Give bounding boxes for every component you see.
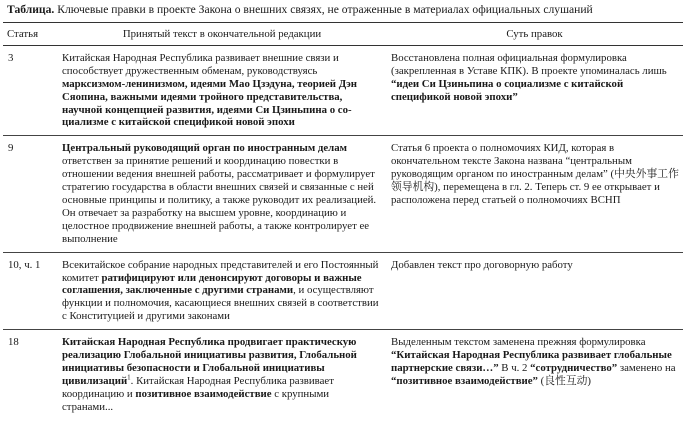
- cell-adopted-text: [58, 45, 386, 135]
- caption-label: Таблица.: [7, 3, 55, 16]
- table-row: [3, 252, 683, 330]
- bold-text-run: “Китайская Народная Республика развивает глобальные партнерские связи…”: [391, 349, 672, 374]
- bold-text-run: марксизмом-ленинизмом, идеями Мао Цзэдуна, теорией Дэн Сяопина, важными идеями тройного представительства, научной концепцией развития, идеями Си Цзиньпина о социализме с китайской спецификой новой эпохи: [62, 77, 358, 129]
- table-body: [3, 45, 683, 419]
- bold-text-run: “идеи Си Цзиньпина о социализме с китайской спецификой новой эпохи”: [391, 77, 624, 103]
- text-run: Выделенным текстом заменена прежняя формулировка: [391, 336, 646, 349]
- bold-text-run: “позитивное взаимодействие”: [391, 374, 538, 387]
- text-run: Всекитайское собрание народных представителей и его Постоянный комитет: [62, 258, 379, 284]
- text-run: ответствен за принятие решений и координацию повестки в отношении ведения внешней работы, рассматривает и формулирует стратегию государства в области внешних связей и связанные с ней основные принципы и политику, а также руководит их реализацией. Он отвечает за разработку на высшем уровне, координацию и целостное продвижение внешней работы, а также контролирует ее выполнение: [62, 155, 377, 245]
- bold-text-run: Центральный руководящий орган по иностранным делам: [62, 142, 347, 155]
- caption-text: Ключевые правки в проекте Закона о внешних связях, не отраженные в материалах официальных слушаний: [57, 3, 593, 16]
- table-row: [3, 136, 683, 252]
- table-row: [3, 330, 683, 420]
- cell-essence: [386, 330, 683, 420]
- text-run: . Китайская Народная Республика развивает координацию и: [62, 374, 334, 400]
- text-run: Добавлен текст про договорную работу: [391, 258, 573, 271]
- bold-text-run: ратифицируют или денонсируют договоры и важные соглашения, заключенные с другими странами: [62, 271, 362, 297]
- text-run: Китайская Народная Республика развивает внешние связи и способствует дружественным обменам, руководствуясь: [62, 51, 339, 77]
- text-run: Восстановлена полная официальная формулировка (закрепленная в Уставе КПК). В проекте упоминалась лишь: [391, 51, 667, 77]
- table-header-row: [3, 23, 683, 46]
- cell-adopted-text: [58, 252, 386, 330]
- text-run: , и осуществляют функции и полномочия, касающиеся внешних связей в соответствии с Конституцией и другими законами: [62, 284, 379, 323]
- edits-table: [3, 22, 683, 420]
- header-adopted: Принятый текст в окончательной редакции: [58, 23, 386, 46]
- bold-text-run: “сотрудничество”: [530, 361, 618, 374]
- cell-article: 3: [3, 45, 58, 135]
- table-caption: [7, 2, 683, 18]
- bold-text-run: позитивное взаимодействие: [135, 387, 272, 400]
- cell-article: 9: [3, 136, 58, 252]
- text-run: заменено на: [617, 361, 676, 374]
- text-run: с крупными странами...: [62, 387, 330, 413]
- cell-article: 10, ч. 1: [3, 252, 58, 330]
- table-row: [3, 45, 683, 135]
- footnote-marker: 1: [127, 373, 131, 382]
- text-run: В ч. 2: [498, 361, 531, 374]
- cell-essence: [386, 252, 683, 330]
- cell-adopted-text: [58, 330, 386, 420]
- cell-adopted-text: [58, 136, 386, 252]
- cell-essence: [386, 136, 683, 252]
- cell-article: 18: [8, 336, 19, 349]
- text-run: Статья 6 проекта о полномочиях КИД, которая в окончательном тексте Закона названа “центральным руководящим органом по иностранным делам” (中央外事工作领导机构), перемещена в гл. 2. Теперь ст. 9 ее открывает и расположена перед статьей о полномочиях ВСНП: [391, 142, 679, 206]
- cell-essence: [386, 45, 683, 135]
- text-run: (良性互动): [537, 374, 592, 387]
- header-essence: Суть правок: [386, 23, 683, 46]
- bold-text-run: Китайская Народная Республика продвигает практическую реализацию Глобальной инициативы развития, Глобальной инициативы безопасности и Глобальной инициативы цивилизаций: [62, 336, 357, 387]
- header-article: Статья: [3, 23, 58, 46]
